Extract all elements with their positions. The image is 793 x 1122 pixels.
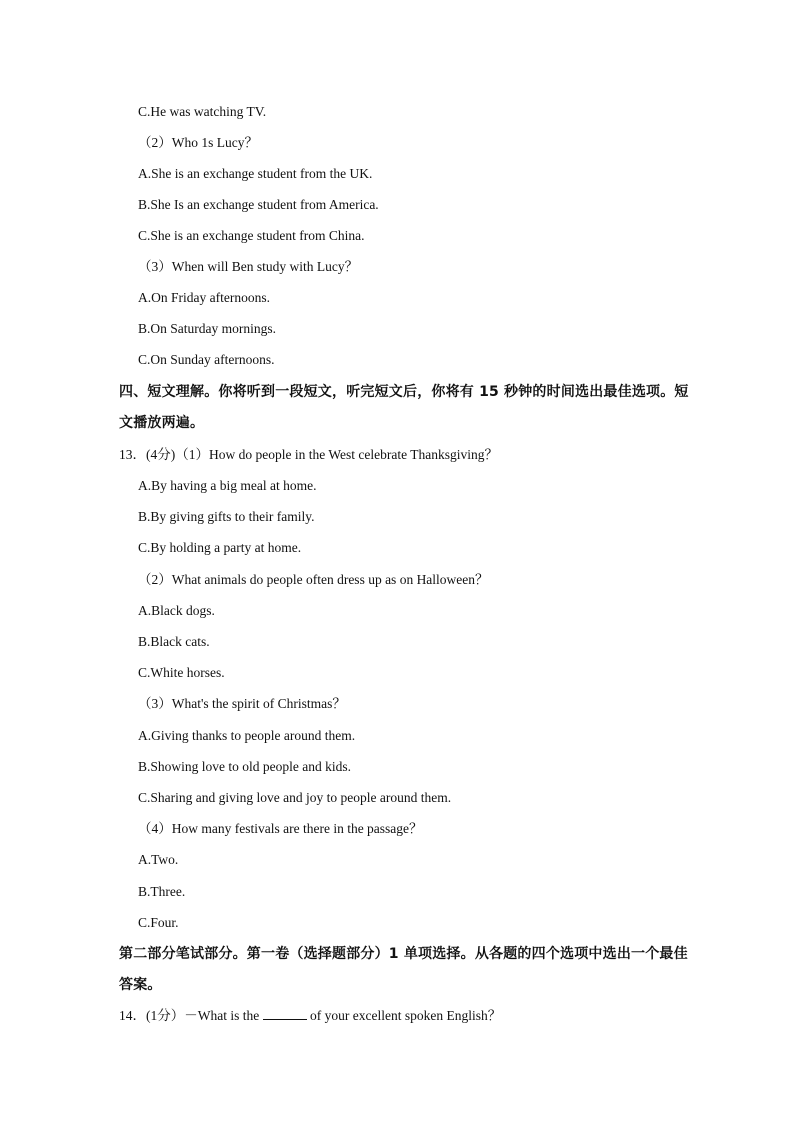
option-c-party: C.By holding a party at home.: [138, 540, 302, 555]
option-b-showing-love: B.Showing love to old people and kids.: [138, 759, 351, 774]
sub-question-13-2: （2）What animals do people often dress up as on Halloween？: [138, 572, 489, 587]
question-14-prefix: 14．(1分）－What is the: [119, 1008, 260, 1023]
option-c-sharing-love: C.Sharing and giving love and joy to people around them.: [138, 790, 452, 805]
option-b-saturday: B.On Saturday mornings.: [138, 321, 276, 336]
option-b-gifts: B.By giving gifts to their family.: [138, 509, 315, 524]
option-c-china: C.She is an exchange student from China.: [138, 228, 365, 243]
option-c-sunday: C.On Sunday afternoons.: [138, 352, 275, 367]
question-14: [119, 1007, 501, 1025]
option-b-america: B.She Is an exchange student from America.: [138, 197, 379, 212]
option-a-big-meal: A.By having a big meal at home.: [138, 478, 317, 493]
option-b-black-cats: B.Black cats.: [138, 634, 210, 649]
part-two-heading-line1: 第二部分笔试部分。第一卷（选择题部分）1 单项选择。从各题的四个选项中选出一个最佳: [119, 946, 688, 962]
option-c-white-horses: C.White horses.: [138, 665, 225, 680]
question-13: 13．(4分)（1）How do people in the West celebrate Thanksgiving？: [119, 447, 498, 462]
section-four-heading-line1: 四、短文理解。你将听到一段短文，听完短文后，你将有 15 秒钟的时间选出最佳选项。短: [119, 384, 689, 400]
answer-blank: [263, 1007, 307, 1020]
sub-question-13-4: （4）How many festivals are there in the passage？: [138, 821, 423, 836]
part-two-heading-line2: 答案。: [119, 977, 162, 993]
section-four-heading-line2: 文播放两遍。: [119, 415, 205, 431]
option-c-watching-tv: C.He was watching TV.: [138, 104, 267, 119]
option-a-friday: A.On Friday afternoons.: [138, 290, 270, 305]
option-a-giving-thanks: A.Giving thanks to people around them.: [138, 728, 356, 743]
option-a-two: A.Two.: [138, 852, 179, 867]
option-c-four: C.Four.: [138, 915, 179, 930]
sub-question-13-3: （3）What's the spirit of Christmas？: [138, 696, 346, 711]
option-b-three: B.Three.: [138, 884, 186, 899]
option-a-black-dogs: A.Black dogs.: [138, 603, 215, 618]
sub-question-3: （3）When will Ben study with Lucy？: [138, 259, 359, 274]
sub-question-2: （2）Who 1s Lucy？: [138, 135, 258, 150]
question-14-suffix: of your excellent spoken English？: [309, 1008, 502, 1023]
option-a-uk: A.She is an exchange student from the UK.: [138, 166, 373, 181]
